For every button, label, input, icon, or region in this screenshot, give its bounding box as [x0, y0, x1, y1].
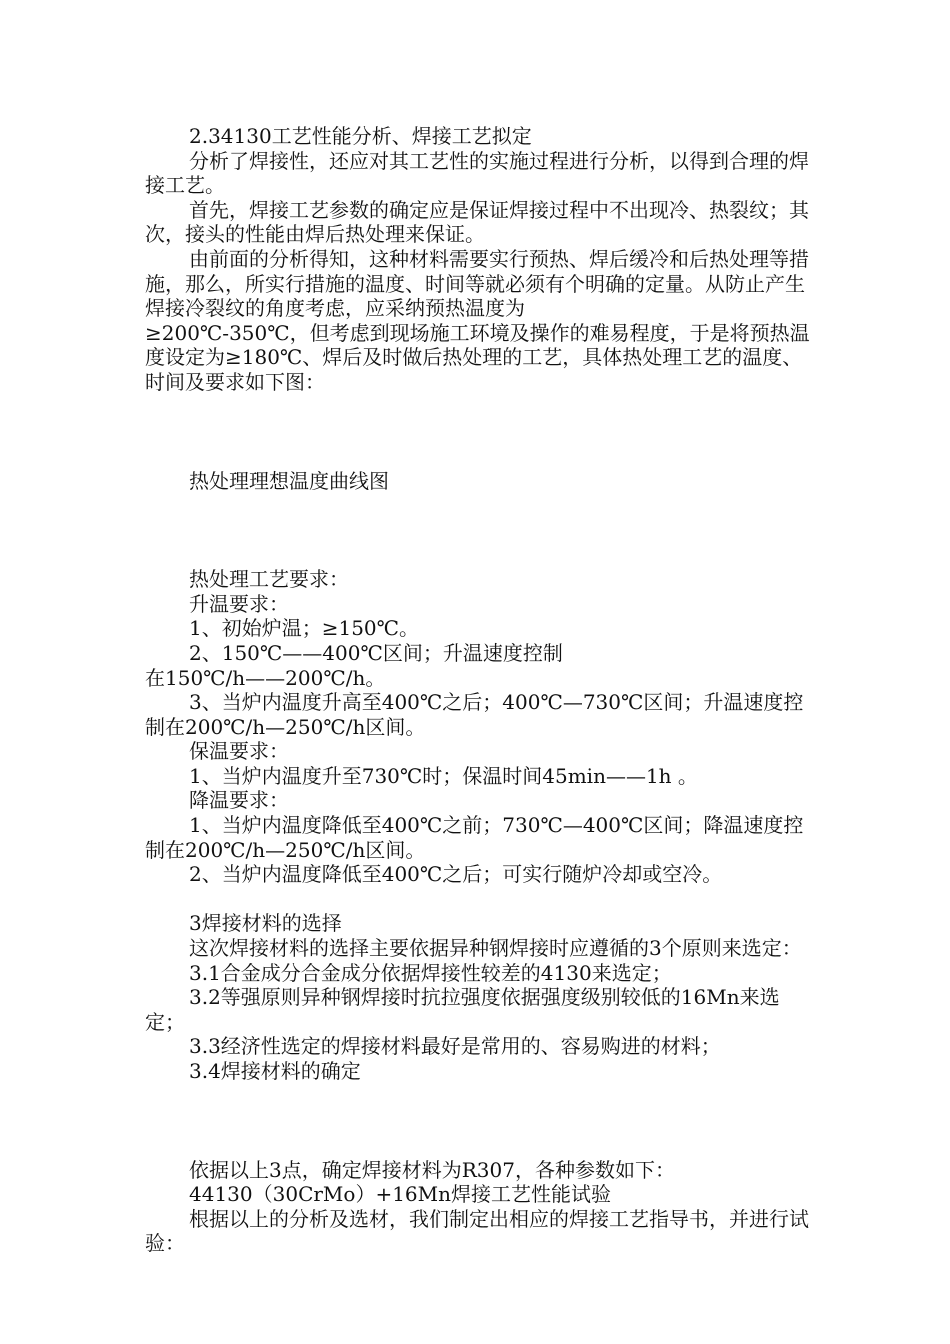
- heating-item-3: 3、当炉内温度升高至400℃之后；400℃—730℃区间；升温速度控制在200℃/h—250℃/h区间。: [145, 690, 804, 739]
- cooling-requirements-heading: 降温要求：: [189, 788, 289, 813]
- paragraph-preheat-intro: 由前面的分析得知，这种材料需要实行预热、焊后缓冷和后热处理等措施，那么，所实行措施的温度、时间等就必须有个明确的定量。从防止产生焊接冷裂纹的角度考虑，应采纳预热温度为: [145, 246, 809, 321]
- section-3-heading: 3焊接材料的选择: [189, 911, 342, 936]
- paragraph-material-principles: 这次焊接材料的选择主要依据异种钢焊接时应遵循的3个原则来选定：: [189, 936, 802, 961]
- heating-requirements-heading: 升温要求：: [189, 591, 289, 616]
- heating-item-1: 1、初始炉温；≥150℃。: [189, 616, 420, 641]
- document-body: [145, 124, 810, 1256]
- paragraph-preheat-temperature: ≥200℃-350℃，但考虑到现场施工环境及操作的难易程度，于是将预热温度设定为≥180℃、焊后及时做后热处理的工艺，具体热处理工艺的温度、时间及要求如下图：: [145, 320, 810, 394]
- section-2-heading: 2.34130工艺性能分析、焊接工艺拟定: [189, 124, 532, 148]
- paragraph-material-conclusion: 依据以上3点，确定焊接材料为R307，各种参数如下：: [189, 1157, 675, 1182]
- heat-treatment-requirements-heading: 热处理工艺要求：: [189, 567, 349, 592]
- figure-caption: 热处理理想温度曲线图: [189, 468, 389, 493]
- paragraph-test-procedure: 根据以上的分析及选材，我们制定出相应的焊接工艺指导书，并进行试验：: [145, 1206, 809, 1256]
- paragraph-weldability-analysis: 分析了焊接性，还应对其工艺性的实施过程进行分析，以得到合理的焊接工艺。: [145, 148, 809, 198]
- heating-item-2: 2、150℃——400℃区间；升温速度控制: [189, 640, 563, 665]
- welding-test-heading: 44130（30CrMo）+16Mn焊接工艺性能试验: [189, 1182, 612, 1207]
- spacer: [145, 493, 810, 567]
- holding-item-1: 1、当炉内温度升至730℃时；保温时间45min——1h 。: [189, 763, 698, 788]
- cooling-item-1: 1、当炉内温度降低至400℃之前；730℃—400℃区间；降温速度控制在200℃/h—250℃/h区间。: [145, 813, 804, 862]
- spacer: [145, 1084, 810, 1158]
- principle-3-2: 3.2等强原则异种钢焊接时抗拉强度依据强度级别较低的16Mn来选定；: [145, 985, 780, 1034]
- principle-3-1: 3.1合金成分合金成分依据焊接性较差的4130来选定；: [189, 960, 672, 985]
- holding-requirements-heading: 保温要求：: [189, 739, 289, 764]
- spacer: [145, 887, 810, 912]
- paragraph-process-parameters: 首先，焊接工艺参数的确定应是保证焊接过程中不出现冷、热裂纹；其次，接头的性能由焊后热处理来保证。: [145, 197, 809, 247]
- cooling-item-2: 2、当炉内温度降低至400℃之后；可实行随炉冷却或空冷。: [189, 862, 723, 887]
- principle-3-4: 3.4焊接材料的确定: [189, 1059, 361, 1083]
- spacer: [145, 395, 810, 469]
- heating-item-2-rate: 在150℃/h——200℃/h。: [145, 665, 386, 690]
- principle-3-3: 3.3经济性选定的焊接材料最好是常用的、容易购进的材料；: [189, 1034, 721, 1059]
